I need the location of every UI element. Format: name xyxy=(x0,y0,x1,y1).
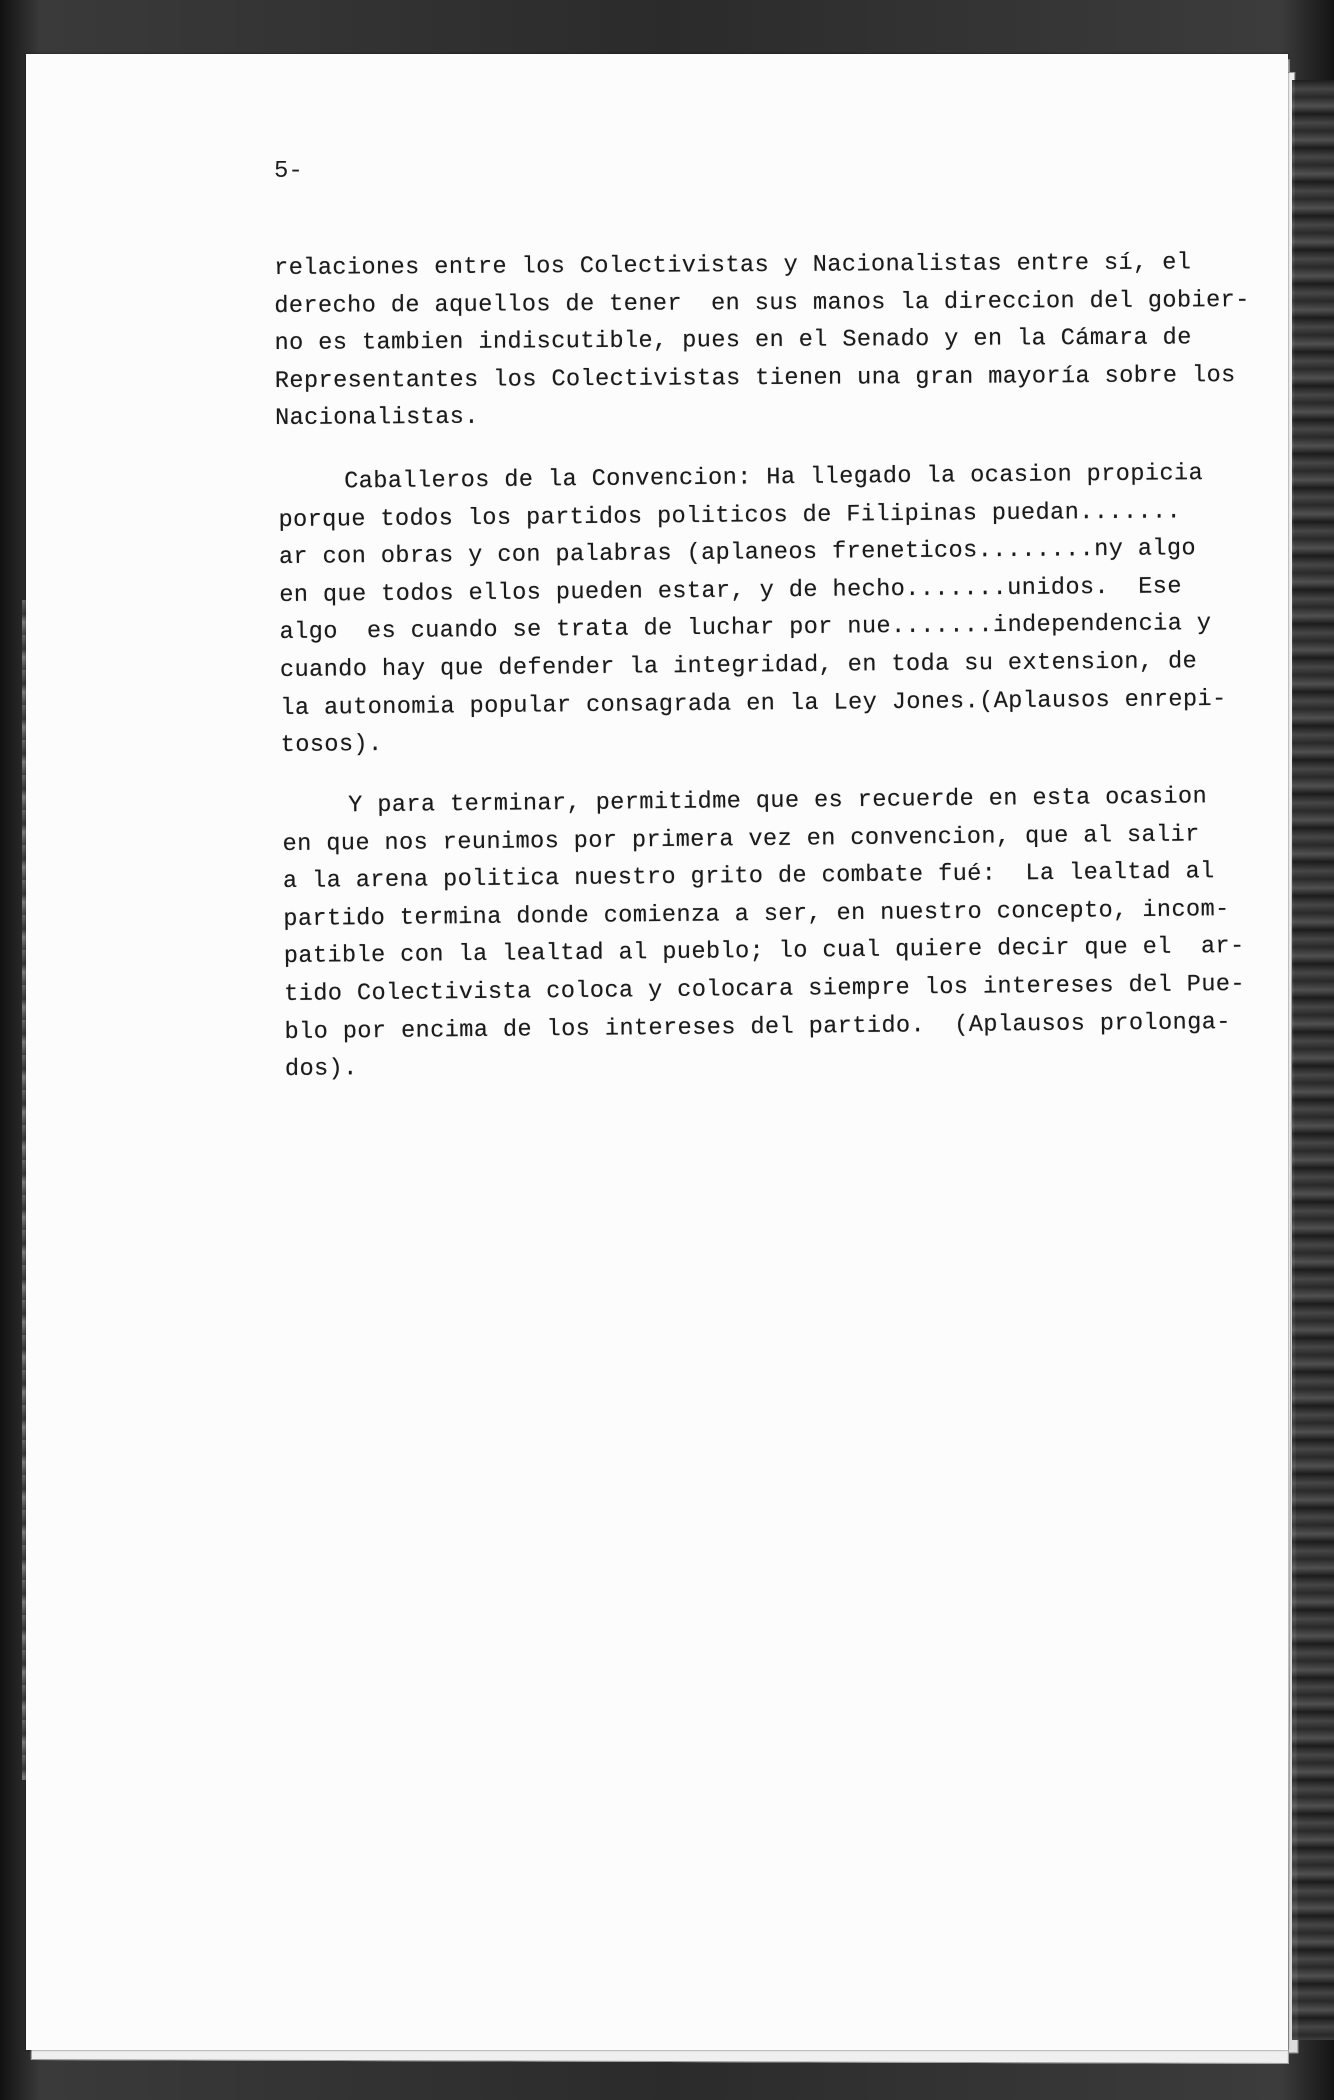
text-line: algo es cuando se trata de luchar por nue.......independencia y xyxy=(279,610,1212,647)
text-line: patible con la lealtad al pueblo; lo cual quiere decir que el ar- xyxy=(283,933,1245,971)
text-line: Nacionalistas. xyxy=(274,404,479,433)
text-line: en que nos reunimos por primera vez en convencion, que al salir xyxy=(282,820,1200,858)
text-line: la autonomia popular consagrada en la Ley Jones.(Aplausos enrepi- xyxy=(280,685,1227,722)
text-line: no es tambien indiscutible, pues en el Senado y en la Cámara de xyxy=(274,324,1192,358)
text-line: cuando hay que defender la integridad, en toda su extension, de xyxy=(279,648,1198,684)
text-line: tido Colectivista coloca y colocara siempre los intereses del Pue- xyxy=(284,970,1246,1008)
typewritten-page xyxy=(26,54,1288,2050)
text-line: a la arena politica nuestro grito de combate fué: La lealtad al xyxy=(282,858,1215,896)
paragraph xyxy=(282,779,1246,1089)
paragraph xyxy=(274,245,1250,438)
text-line: Representantes los Colectivistas tienen una gran mayoría sobre los xyxy=(274,361,1236,395)
text-line: Y para terminar, permitidme que es recuerde en esta ocasion xyxy=(348,783,1208,820)
torn-page-edge xyxy=(1292,80,1334,2040)
page-number: 5- xyxy=(274,158,303,185)
text-line: porque todos los partidos politicos de Filipinas puedan....... xyxy=(278,497,1182,534)
text-line: blo por encima de los intereses del partido. (Aplausos prolonga- xyxy=(284,1008,1231,1046)
text-line: tosos). xyxy=(280,731,383,760)
text-line: relaciones entre los Colectivistas y Nacionalistas entre sí, el xyxy=(274,249,1192,282)
text-line: Caballeros de la Convencion: Ha llegado la ocasion propicia xyxy=(344,460,1204,496)
text-line: partido termina donde comienza a ser, en nuestro concepto, incom- xyxy=(283,895,1230,933)
text-line: ar con obras y con palabras (aplaneos freneticos........ny algo xyxy=(278,535,1197,572)
paragraph xyxy=(278,455,1227,764)
text-line: dos). xyxy=(284,1055,358,1084)
text-line: en que todos ellos pueden estar, y de hecho.......unidos. Ese xyxy=(279,573,1182,609)
text-line: derecho de aquellos de tener en sus manos la direccion del gobier- xyxy=(274,286,1250,320)
